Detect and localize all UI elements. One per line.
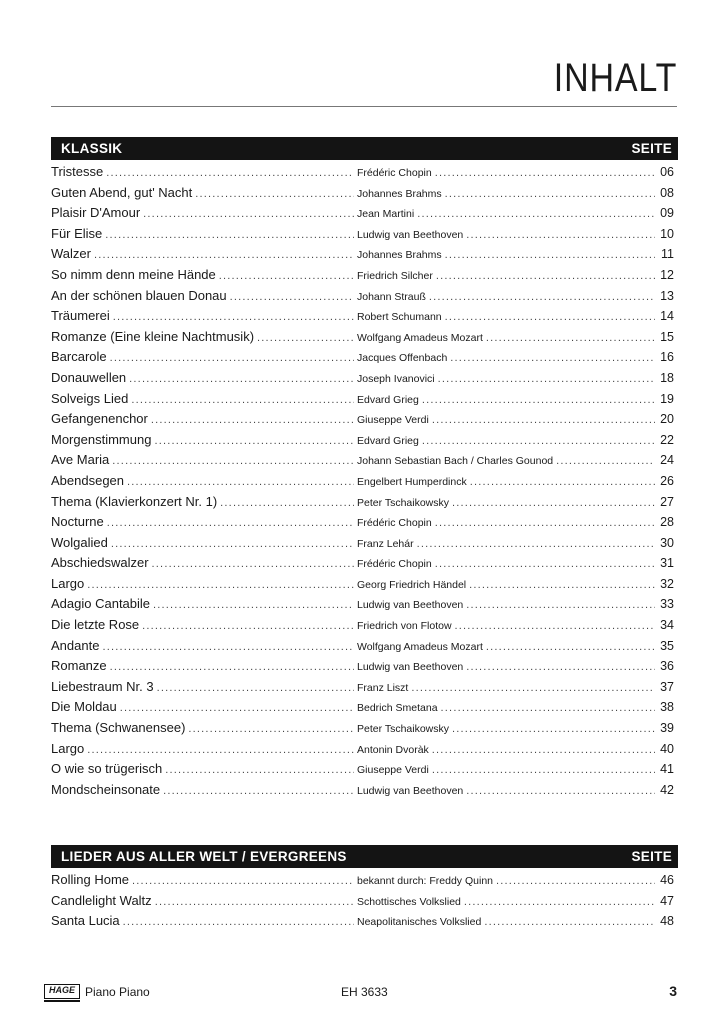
- dot-leader: [94, 249, 354, 261]
- entry-title-cell: [51, 699, 357, 714]
- entry-title-cell: [51, 370, 357, 385]
- dot-leader: [556, 455, 655, 467]
- entry-composer: Antonin Dvoràk: [357, 743, 429, 756]
- entry-title-cell: [51, 741, 357, 756]
- entry-composer-cell: [357, 577, 674, 591]
- entry-composer: Ludwig van Beethoven: [357, 599, 464, 612]
- entry-page: 27: [660, 494, 674, 509]
- entry-composer-cell: [357, 186, 674, 200]
- entry-title: Solveigs Lied: [51, 390, 129, 406]
- entry-composer: Engelbert Humperdinck: [357, 475, 467, 488]
- entry-page: 19: [660, 391, 674, 406]
- toc-entry: [51, 267, 674, 288]
- dot-leader: [466, 785, 655, 797]
- entry-composer: Giuseppe Verdi: [357, 764, 429, 777]
- entry-composer-cell: [357, 659, 674, 673]
- entry-title: Walzer: [51, 246, 91, 262]
- toc-entry: [51, 349, 674, 370]
- entry-title: Adagio Cantabile: [51, 596, 151, 612]
- entry-title: Die Moldau: [51, 699, 117, 715]
- entry-title-cell: [51, 555, 357, 570]
- entry-composer: Ludwig van Beethoven: [357, 784, 464, 797]
- toc-entry: [51, 494, 674, 515]
- dot-leader: [432, 744, 655, 756]
- dot-leader: [452, 723, 655, 735]
- entry-page: 10: [660, 226, 674, 241]
- entry-title-cell: [51, 205, 357, 220]
- dot-leader: [464, 896, 655, 908]
- dot-leader: [484, 916, 655, 928]
- entry-title-cell: [51, 679, 357, 694]
- dot-leader: [152, 558, 354, 570]
- toc-entry: [51, 329, 674, 350]
- entry-composer-cell: [357, 536, 674, 550]
- entry-title: So nimm denn meine Hände: [51, 266, 216, 282]
- entry-title: Donauwellen: [51, 369, 127, 385]
- entry-page: 33: [660, 597, 674, 612]
- entry-composer: Johann Strauß: [357, 290, 426, 303]
- entry-title-cell: [51, 226, 357, 241]
- toc-entry: [51, 699, 674, 720]
- entry-composer-cell: [357, 762, 674, 776]
- dot-leader: [153, 599, 354, 611]
- dot-leader: [102, 641, 354, 653]
- entry-composer: Giuseppe Verdi: [357, 414, 429, 427]
- entry-page: 22: [660, 432, 674, 447]
- entry-title-cell: [51, 761, 357, 776]
- dot-leader: [142, 620, 354, 632]
- publisher-logo: HAGE: [44, 984, 80, 999]
- entry-composer-cell: [357, 515, 674, 529]
- entry-title-cell: [51, 308, 357, 323]
- entry-composer-cell: [357, 165, 674, 179]
- entry-title: Abendsegen: [51, 472, 125, 488]
- entry-composer: Johannes Brahms: [357, 249, 442, 262]
- toc-entry: [51, 913, 674, 934]
- entry-title-cell: [51, 913, 357, 928]
- entry-composer-cell: [357, 721, 674, 735]
- entry-composer: Peter Tschaikowsky: [357, 496, 450, 509]
- entry-title: Für Elise: [51, 225, 103, 241]
- toc-entry: [51, 370, 674, 391]
- entry-composer-cell: [357, 412, 674, 426]
- page-column-label: SEITE: [631, 849, 672, 864]
- dot-leader: [466, 599, 655, 611]
- title-divider: [51, 106, 677, 107]
- entry-page: 20: [660, 412, 674, 427]
- entry-title-cell: [51, 391, 357, 406]
- dot-leader: [436, 270, 655, 282]
- dot-leader: [445, 311, 655, 323]
- toc-entry: [51, 288, 674, 309]
- entry-title-cell: [51, 720, 357, 735]
- entry-page: 39: [660, 721, 674, 736]
- dot-leader: [87, 744, 354, 756]
- entry-title: Largo: [51, 575, 85, 591]
- entry-composer-cell: [357, 330, 674, 344]
- dot-leader: [435, 167, 655, 179]
- entry-title: Largo: [51, 740, 85, 756]
- toc-entry: [51, 720, 674, 741]
- entry-title-cell: [51, 473, 357, 488]
- dot-leader: [123, 916, 354, 928]
- dot-leader: [435, 558, 655, 570]
- dot-leader: [432, 414, 655, 426]
- dot-leader: [106, 167, 354, 179]
- toc-entry: [51, 411, 674, 432]
- entry-title-cell: [51, 782, 357, 797]
- toc-entry: [51, 514, 674, 535]
- toc-entry: [51, 658, 674, 679]
- dot-leader: [417, 208, 655, 220]
- entry-page: 46: [660, 873, 674, 887]
- toc-entry: [51, 473, 674, 494]
- toc-list-klassik: [51, 164, 674, 802]
- entry-title-cell: [51, 494, 357, 509]
- entry-composer-cell: [357, 618, 674, 632]
- dot-leader: [129, 373, 354, 385]
- entry-composer: Neapolitanisches Volkslied: [357, 916, 482, 929]
- toc-entry: [51, 432, 674, 453]
- entry-composer-cell: [357, 433, 674, 447]
- dot-leader: [111, 538, 354, 550]
- entry-composer-cell: [357, 289, 674, 303]
- entry-title: Santa Lucia: [51, 913, 120, 929]
- dot-leader: [469, 579, 655, 591]
- toc-entry: [51, 576, 674, 597]
- entry-page: 28: [660, 515, 674, 530]
- entry-title: Nocturne: [51, 514, 104, 530]
- toc-entry: [51, 164, 674, 185]
- dot-leader: [188, 723, 354, 735]
- toc-entry: [51, 872, 674, 893]
- section-heading: KLASSIK: [61, 141, 123, 156]
- dot-leader: [219, 270, 354, 282]
- entry-composer: Johann Sebastian Bach / Charles Gounod: [357, 455, 554, 468]
- entry-page: 30: [660, 535, 674, 550]
- entry-composer: Frédéric Chopin: [357, 558, 432, 571]
- entry-page: 24: [660, 453, 674, 468]
- dot-leader: [112, 455, 354, 467]
- dot-leader: [486, 641, 655, 653]
- entry-title: Plaisir D'Amour: [51, 205, 141, 221]
- entry-composer-cell: [357, 495, 674, 509]
- entry-composer: Friedrich von Flotow: [357, 620, 452, 633]
- page-column-label: SEITE: [631, 141, 672, 156]
- entry-page: 47: [660, 893, 674, 908]
- entry-page: 40: [660, 741, 674, 756]
- entry-title-cell: [51, 432, 357, 447]
- entry-title-cell: [51, 267, 357, 282]
- entry-composer-cell: [357, 597, 674, 611]
- toc-entry: [51, 741, 674, 762]
- dot-leader: [422, 435, 655, 447]
- entry-composer: bekannt durch: Freddy Quinn: [357, 875, 493, 887]
- toc-list-lieder: [51, 872, 674, 934]
- edition-code: EH 3633: [341, 985, 388, 999]
- toc-entry: [51, 452, 674, 473]
- entry-composer: Ludwig van Beethoven: [357, 228, 464, 241]
- entry-title: Tristesse: [51, 164, 104, 179]
- entry-composer: Wolfgang Amadeus Mozart: [357, 331, 483, 344]
- entry-page: 18: [660, 370, 674, 385]
- entry-page: 11: [661, 247, 674, 262]
- entry-page: 15: [660, 329, 674, 344]
- dot-leader: [165, 764, 354, 776]
- entry-composer-cell: [357, 556, 674, 570]
- entry-composer: Johannes Brahms: [357, 187, 442, 200]
- entry-page: 35: [660, 638, 674, 653]
- entry-page: 31: [660, 556, 674, 571]
- entry-composer-cell: [357, 206, 674, 220]
- entry-composer: Bedrich Smetana: [357, 702, 438, 715]
- entry-composer-cell: [357, 783, 674, 797]
- entry-composer: Robert Schumann: [357, 311, 442, 324]
- section-header-klassik: [51, 137, 678, 160]
- entry-composer-cell: [357, 742, 674, 756]
- entry-title: Thema (Klavierkonzert Nr. 1): [51, 493, 218, 509]
- dot-leader: [470, 476, 655, 488]
- toc-entry: [51, 782, 674, 803]
- dot-leader: [157, 682, 354, 694]
- entry-composer: Jacques Offenbach: [357, 352, 448, 365]
- entry-title: Gefangenenchor: [51, 411, 148, 427]
- toc-entry: [51, 638, 674, 659]
- entry-page: 42: [660, 782, 674, 797]
- dot-leader: [435, 517, 655, 529]
- entry-composer: Franz Liszt: [357, 681, 409, 694]
- dot-leader: [432, 764, 655, 776]
- entry-page: 32: [660, 576, 674, 591]
- dot-leader: [107, 517, 354, 529]
- dot-leader: [131, 394, 354, 406]
- entry-page: 34: [660, 618, 674, 633]
- entry-title: Barcarole: [51, 349, 107, 365]
- toc-entry: [51, 679, 674, 700]
- entry-composer-cell: [357, 268, 674, 282]
- entry-title: Rolling Home: [51, 872, 130, 887]
- dot-leader: [163, 785, 354, 797]
- dot-leader: [120, 702, 354, 714]
- dot-leader: [154, 435, 354, 447]
- dot-leader: [132, 875, 354, 887]
- entry-title-cell: [51, 596, 357, 611]
- dot-leader: [445, 188, 655, 200]
- entry-title-cell: [51, 576, 357, 591]
- entry-title: Liebestraum Nr. 3: [51, 678, 154, 694]
- dot-leader: [452, 497, 655, 509]
- entry-title-cell: [51, 329, 357, 344]
- entry-page: 06: [660, 165, 674, 179]
- entry-composer: Wolfgang Amadeus Mozart: [357, 640, 483, 653]
- dot-leader: [155, 896, 354, 908]
- section-header-lieder: [51, 845, 678, 868]
- entry-page: 08: [660, 185, 674, 200]
- toc-entry: [51, 226, 674, 247]
- entry-page: 37: [660, 679, 674, 694]
- entry-composer-cell: [357, 474, 674, 488]
- entry-page: 41: [660, 762, 674, 777]
- dot-leader: [422, 394, 655, 406]
- toc-entry: [51, 893, 674, 914]
- entry-title-cell: [51, 246, 357, 261]
- dot-leader: [496, 875, 655, 887]
- toc-entry: [51, 535, 674, 556]
- page-footer: [44, 983, 677, 1003]
- entry-title: Ave Maria: [51, 452, 110, 468]
- entry-composer: Friedrich Silcher: [357, 269, 433, 282]
- entry-title-cell: [51, 535, 357, 550]
- dot-leader: [411, 682, 655, 694]
- entry-title: Thema (Schwanensee): [51, 720, 186, 736]
- entry-composer: Ludwig van Beethoven: [357, 661, 464, 674]
- entry-title: Andante: [51, 637, 100, 653]
- publication-title: Piano Piano: [85, 985, 150, 999]
- dot-leader: [87, 579, 354, 591]
- entry-page: 12: [660, 267, 674, 282]
- toc-entry: [51, 205, 674, 226]
- dot-leader: [230, 291, 354, 303]
- entry-title-cell: [51, 893, 357, 908]
- dot-leader: [143, 208, 354, 220]
- entry-page: 14: [660, 309, 674, 324]
- dot-leader: [450, 352, 655, 364]
- entry-title: Romanze: [51, 658, 107, 674]
- entry-title-cell: [51, 638, 357, 653]
- entry-composer: Franz Lehár: [357, 537, 414, 550]
- dot-leader: [257, 332, 354, 344]
- entry-composer-cell: [357, 247, 674, 261]
- entry-title-cell: [51, 617, 357, 632]
- toc-entry: [51, 308, 674, 329]
- entry-composer: Georg Friedrich Händel: [357, 578, 467, 591]
- page-number: 3: [669, 983, 677, 999]
- entry-composer-cell: [357, 894, 674, 908]
- entry-composer-cell: [357, 680, 674, 694]
- entry-title: O wie so trügerisch: [51, 761, 163, 777]
- entry-page: 38: [660, 700, 674, 715]
- dot-leader: [113, 311, 354, 323]
- dot-leader: [195, 188, 354, 200]
- entry-title: Romanze (Eine kleine Nachtmusik): [51, 328, 255, 344]
- entry-composer: Jean Martini: [357, 208, 415, 221]
- entry-composer: Edvard Grieg: [357, 393, 419, 406]
- entry-page: 36: [660, 659, 674, 674]
- entry-composer-cell: [357, 350, 674, 364]
- entry-title: Candlelight Waltz: [51, 892, 152, 908]
- entry-composer: Peter Tschaikowsky: [357, 723, 450, 736]
- entry-title: Morgenstimmung: [51, 431, 152, 447]
- entry-title: Guten Abend, gut' Nacht: [51, 184, 193, 200]
- entry-composer-cell: [357, 873, 674, 887]
- toc-entry: [51, 391, 674, 412]
- toc-entry: [51, 246, 674, 267]
- dot-leader: [220, 497, 354, 509]
- dot-leader: [438, 373, 655, 385]
- entry-composer: Joseph Ivanovici: [357, 372, 435, 385]
- dot-leader: [417, 538, 655, 550]
- entry-page: 48: [660, 914, 674, 929]
- section-heading: LIEDER AUS ALLER WELT / EVERGREENS: [61, 849, 347, 864]
- entry-composer-cell: [357, 371, 674, 385]
- entry-page: 13: [660, 288, 674, 303]
- entry-page: 16: [660, 350, 674, 365]
- entry-composer: Frédéric Chopin: [357, 517, 432, 530]
- entry-title: Mondscheinsonate: [51, 781, 161, 797]
- toc-entry: [51, 555, 674, 576]
- toc-entry: [51, 596, 674, 617]
- dot-leader: [110, 352, 354, 364]
- entry-title: Die letzte Rose: [51, 617, 140, 633]
- dot-leader: [486, 332, 655, 344]
- dot-leader: [441, 702, 655, 714]
- entry-composer: Edvard Grieg: [357, 434, 419, 447]
- entry-composer-cell: [357, 914, 674, 928]
- entry-title: An der schönen blauen Donau: [51, 287, 227, 303]
- entry-page: 09: [660, 206, 674, 221]
- entry-title-cell: [51, 288, 357, 303]
- entry-title-cell: [51, 411, 357, 426]
- dot-leader: [455, 620, 655, 632]
- entry-title: Wolgalied: [51, 534, 108, 550]
- entry-title-cell: [51, 514, 357, 529]
- entry-composer-cell: [357, 392, 674, 406]
- entry-title-cell: [51, 349, 357, 364]
- entry-composer-cell: [357, 453, 674, 467]
- toc-entry: [51, 185, 674, 206]
- entry-composer-cell: [357, 309, 674, 323]
- entry-title: Abschiedswalzer: [51, 555, 149, 571]
- dot-leader: [429, 291, 655, 303]
- dot-leader: [105, 229, 354, 241]
- entry-composer-cell: [357, 700, 674, 714]
- toc-entry: [51, 617, 674, 638]
- entry-title: Träumerei: [51, 308, 110, 324]
- toc-entry: [51, 761, 674, 782]
- dot-leader: [466, 229, 655, 241]
- entry-composer-cell: [357, 227, 674, 241]
- entry-composer-cell: [357, 639, 674, 653]
- entry-composer: Frédéric Chopin: [357, 167, 432, 179]
- dot-leader: [445, 249, 655, 261]
- dot-leader: [110, 661, 354, 673]
- entry-page: 26: [660, 473, 674, 488]
- entry-title-cell: [51, 452, 357, 467]
- entry-title-cell: [51, 658, 357, 673]
- entry-title-cell: [51, 872, 357, 887]
- entry-title-cell: [51, 185, 357, 200]
- dot-leader: [466, 661, 655, 673]
- entry-composer: Schottisches Volkslied: [357, 895, 461, 908]
- dot-leader: [127, 476, 354, 488]
- page-title: INHALT: [553, 56, 677, 100]
- entry-title-cell: [51, 164, 357, 179]
- dot-leader: [151, 414, 354, 426]
